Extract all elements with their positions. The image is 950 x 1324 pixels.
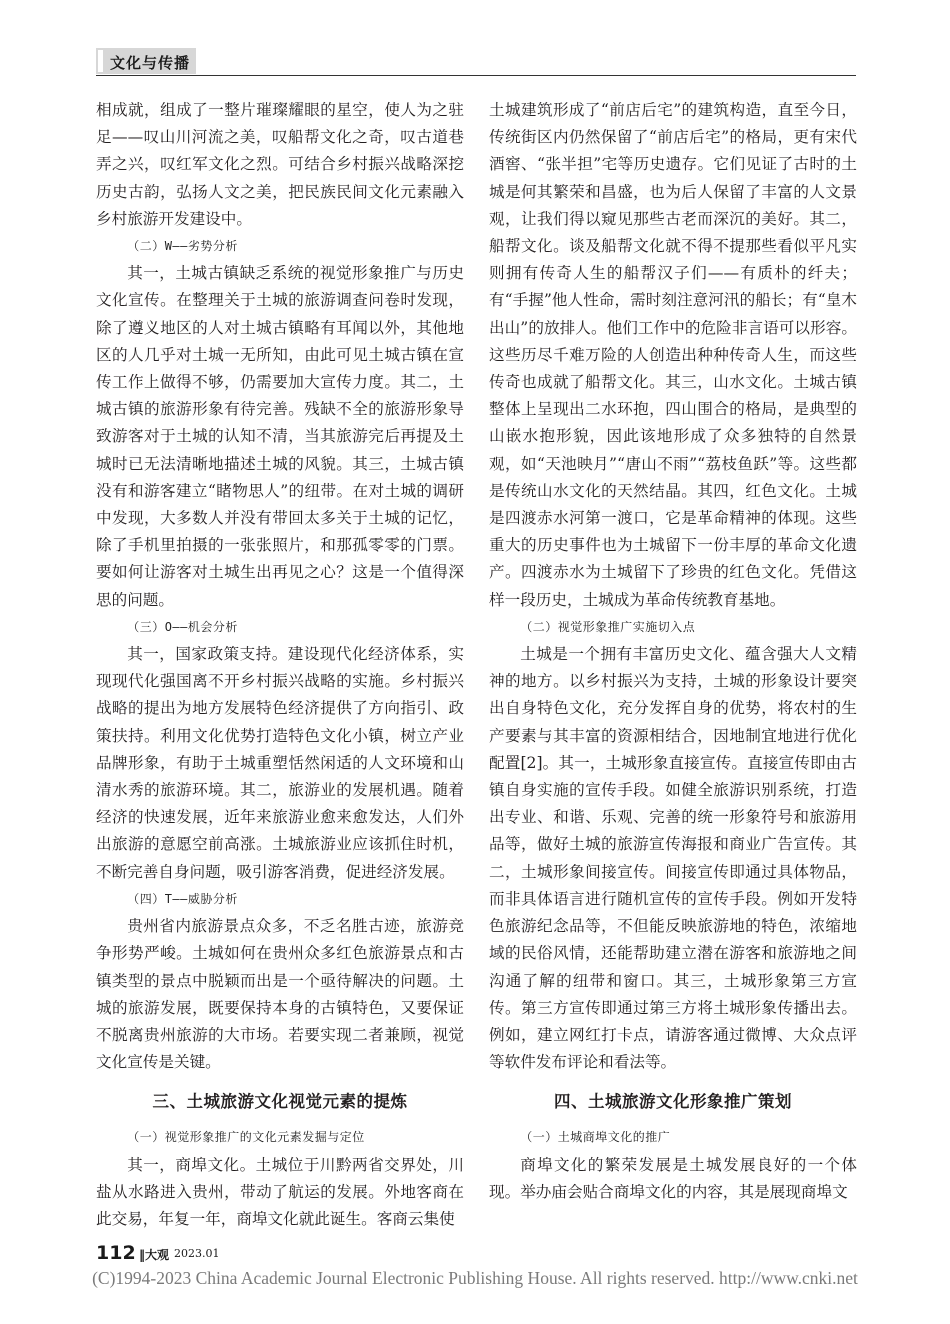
section-heading-4: 四、土城旅游文化形象推广策划 — [554, 1092, 792, 1112]
subheading-3-2: （二）视觉形象推广实施切入点 — [520, 619, 696, 634]
issue-date: 2023.01 — [174, 1247, 220, 1260]
left-column — [96, 97, 464, 1233]
paragraph: 其一，土城古镇缺乏系统的视觉形象推广与历史文化宣传。在整理关于土城的旅游调查问卷时发现，除了遵义地区的人对土城古镇略有耳闻以外，其他地区的人几乎对土城一无所知，由此可见土城古镇在宣传工作上做得不够，仍需要加大宣传力度。其二，土城古镇的旅游形象有待完善。残缺不全的旅游形象导致游客对于土城的认知不清，当其旅游完后再提及土城时已无法清晰地描述土城的风貌。其三，土城古镇没有和游客建立“睹物思人”的纽带。在对土城的调研中发现，大多数人并没有带回太多关于土城的记忆，除了手机里拍摄的一张张照片，和那孤零零的门票。要如何让游客对土城生出再见之心？这是一个值得深思的问题。 — [96, 264, 464, 609]
journal-name: ‖大观 — [139, 1248, 170, 1262]
paragraph: 贵州省内旅游景点众多，不乏名胜古迹，旅游竞争形势严峻。土城如何在贵州众多红色旅游景点和古镇类型的景点中脱颖而出是一个亟待解决的问题。土城的旅游发展，既要保持本身的古镇特色，又要保证不脱离贵州旅游的大市场。若要实现二者兼顾，视觉文化宣传是关键。 — [96, 917, 464, 1072]
copyright-notice: (C)1994-2023 China Academic Journal Electronic Publishing House. All rights reserved. http://www.cnki.net — [92, 1268, 858, 1288]
paragraph: 其一，商埠文化。土城位于川黔两省交界处，川盐从水路进入贵州，带动了航运的发展。外地客商在此交易，年复一年，商埠文化就此诞生。客商云集使 — [96, 1155, 464, 1228]
header-rule — [96, 75, 856, 76]
paragraph: 商埠文化的繁荣发展是土城发展良好的一个体现。举办庙会贴合商埠文化的内容，其是展现商埠文 — [489, 1155, 857, 1201]
journal-section-tag — [96, 48, 196, 74]
paragraph: 土城是一个拥有丰富历史文化、蕴含强大人文精神的地方。以乡村振兴为支持，土城的形象设计要突出自身特色文化，充分发挥自身的优势，将农村的生产要素与其丰富的资源相结合，因地制宜地进行优化配置[2]。其一，土城形象直接宣传。直接宣传即由古镇自身实施的宣传手段。如健全旅游识别系统，打造出专业、和谐、乐观、完善的统一形象符号和旅游用品等，做好土城的旅游宣传海报和商业广告宣传。其二，土城形象间接宣传。间接宣传即通过具体物品，而非具体语言进行随机宣传的宣传手段。例如开发特色旅游纪念品等，不但能反映旅游地的特色，浓缩地域的民俗风情，还能帮助建立潜在游客和旅游地之间沟通了解的纽带和窗口。其三，土城形象第三方宣传。第三方宣传即通过第三方将土城形象传播出去。例如，建立网红打卡点，请游客通过微博、大众点评等软件发布评论和看法等。 — [489, 645, 857, 1072]
subheading-o: （三）O——机会分析 — [127, 619, 238, 634]
page-number: 112 — [96, 1242, 136, 1264]
subheading-3-1: （一）视觉形象推广的文化元素发掘与定位 — [127, 1130, 365, 1145]
paragraph: 其一，国家政策支持。建设现代化经济体系，实现现代化强国离不开乡村振兴战略的实施。乡村振兴战略的提出为地方发展特色经济提供了方向指引、政策扶持。利用文化优势打造特色文化小镇，树立产业品牌形象，有助于土城重塑恬然闲适的人文环境和山清水秀的旅游环境。其二，旅游业的发展机遇。随着经济的快速发展，近年来旅游业愈来愈发达，人们外出旅游的意愿空前高涨。土城旅游业应该抓住时机，不断完善自身问题，吸引游客消费，促进经济发展。 — [96, 645, 464, 881]
paragraph: 相成就，组成了一整片璀璨耀眼的星空，使人为之驻足——叹山川河流之美，叹船帮文化之奇，叹古道巷弄之兴，叹红军文化之烈。可结合乡村振兴战略深挖历史古韵，弘扬人文之美，把民族民间文化元素融入乡村旅游开发建设中。 — [96, 101, 464, 228]
subheading-4-1: （一）土城商埠文化的推广 — [520, 1130, 671, 1145]
section-heading-3: 三、土城旅游文化视觉元素的提炼 — [152, 1092, 408, 1112]
section-label: 文化与传播 — [110, 54, 191, 72]
page-footer — [96, 1240, 496, 1270]
subheading-t: （四）T——威胁分析 — [127, 891, 238, 906]
right-column — [489, 97, 857, 1206]
paragraph: 土城建筑形成了“前店后宅”的建筑构造，直至今日，传统街区内仍然保留了“前店后宅”的格局，更有宋代酒窖、“张半担”宅等历史遗存。它们见证了古时的土城是何其繁荣和昌盛，也为后人保留了丰富的人文景观，让我们得以窥见那些古老而深沉的美好。其二，船帮文化。谈及船帮文化就不得不提那些看似平凡实则拥有传奇人生的船帮汉子们——有质朴的纤夫；有“手握”他人性命，需时刻注意河汛的船长；有“皇木出山”的放排人。他们工作中的危险非言语可以形容。这些历尽千难万险的人创造出种种传奇人生，而这些传奇也成就了船帮文化。其三，山水文化。土城古镇整体上呈现出二水环抱，四山围合的格局，是典型的山嵌水抱形貌，因此该地形成了众多独特的自然景观，如“天池映月”“唐山不雨”“荔枝鱼跃”等。这些都是传统山水文化的天然结晶。其四，红色文化。土城是四渡赤水河第一渡口，它是革命精神的体现。这些重大的历史事件也为土城留下一份丰厚的革命文化遗产。四渡赤水为土城留下了珍贵的红色文化。凭借这样一段历史，土城成为革命传统教育基地。 — [489, 101, 857, 609]
tag-decoration — [98, 50, 103, 72]
subheading-w: （二）W——劣势分析 — [127, 239, 238, 254]
